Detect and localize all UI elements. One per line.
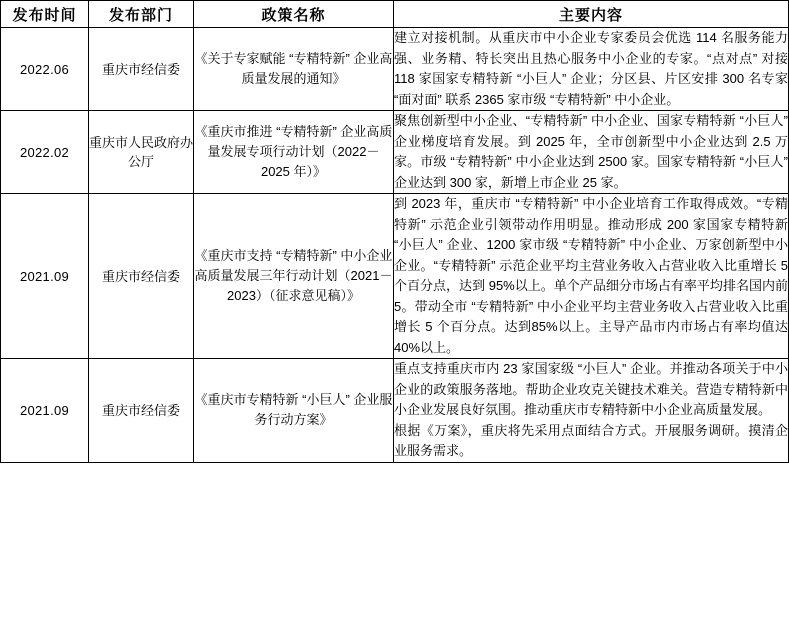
cell-department: 重庆市经信委 (89, 194, 194, 359)
table-row (1, 111, 789, 194)
table-body (1, 28, 789, 463)
cell-policy-name: 《重庆市支持 “专精特新” 中小企业高质量发展三年行动计划（2021－2023）（征求意见稿）》 (194, 194, 394, 359)
cell-date: 2021.09 (1, 194, 89, 359)
cell-department: 重庆市经信委 (89, 359, 194, 463)
cell-policy-name: 《重庆市推进 “专精特新” 企业高质量发展专项行动计划（2022－2025 年）》 (194, 111, 394, 194)
column-header-main-content: 主要内容 (394, 1, 789, 28)
cell-policy-name: 《关于专家赋能 “专精特新” 企业高质量发展的通知》 (194, 28, 394, 111)
cell-main-content (394, 359, 789, 463)
cell-date: 2022.06 (1, 28, 89, 111)
content-paragraph: 建立对接机制。从重庆市中小企业专家委员会优选 114 名服务能力强、业务精、特长突出且热心服务中小企业的专家。“点对点” 对接 118 家国家专精特新 “小巨人” 企业；分区县、片区安排 300 名专家 “面对面” 联系 2365 家市级 “专精特新” 中小企业。 (394, 30, 788, 107)
content-paragraph: 重点支持重庆市内 23 家国家级 “小巨人” 企业。并推动各项关于中小企业的政策服务落地。帮助企业攻克关键技术难关。营造专精特新中小企业发展良好氛围。推动重庆市专精特新中小企业高质量发展。 (394, 361, 788, 417)
table-header-row (1, 1, 789, 28)
cell-department: 重庆市人民政府办公厅 (89, 111, 194, 194)
column-header-policy-name: 政策名称 (194, 1, 394, 28)
column-header-department: 发布部门 (89, 1, 194, 28)
column-header-date: 发布时间 (1, 1, 89, 28)
cell-policy-name: 《重庆市专精特新 “小巨人” 企业服务行动方案》 (194, 359, 394, 463)
cell-main-content (394, 111, 789, 194)
content-paragraph: 根据《万案》，重庆将先采用点面结合方式。开展服务调研。摸清企业服务需求。 (394, 422, 788, 458)
content-paragraph: 到 2023 年，重庆市 “专精特新” 中小企业培育工作取得成效。“专精特新” 示范企业引领带动作用明显。推动形成 200 家国家专精特新 “小巨人” 企业、1200 家市级 “专精特新” 中小企业、万家创新型中小企业。“专精特新” 示范企业平均主营业务收入占营业收入比重增长 5 个百分点，达到 95%以上。单个产品细分市场占有率平均排名国内前 5。带动全市 “专精特新” 中小企业平均主营业务收入占营业收入比重增长 5 个百分点。达到85%以上。主导产品市内市场占有率均值达 40%以上。 (394, 196, 788, 355)
table-row (1, 28, 789, 111)
cell-date: 2022.02 (1, 111, 89, 194)
table-row (1, 194, 789, 359)
table-row (1, 359, 789, 463)
cell-department: 重庆市经信委 (89, 28, 194, 111)
cell-main-content (394, 194, 789, 359)
content-paragraph: 聚焦创新型中小企业、“专精特新” 中小企业、国家专精特新 “小巨人” 企业梯度培育发展。到 2025 年，全市创新型中小企业达到 2.5 万家。市级 “专精特新” 中小企业达到 2500 家。国家专精特新 “小巨人” 企业达到 300 家，新增上市企业 25 家。 (394, 113, 788, 190)
cell-main-content (394, 28, 789, 111)
cell-date: 2021.09 (1, 359, 89, 463)
table-header (1, 1, 789, 28)
